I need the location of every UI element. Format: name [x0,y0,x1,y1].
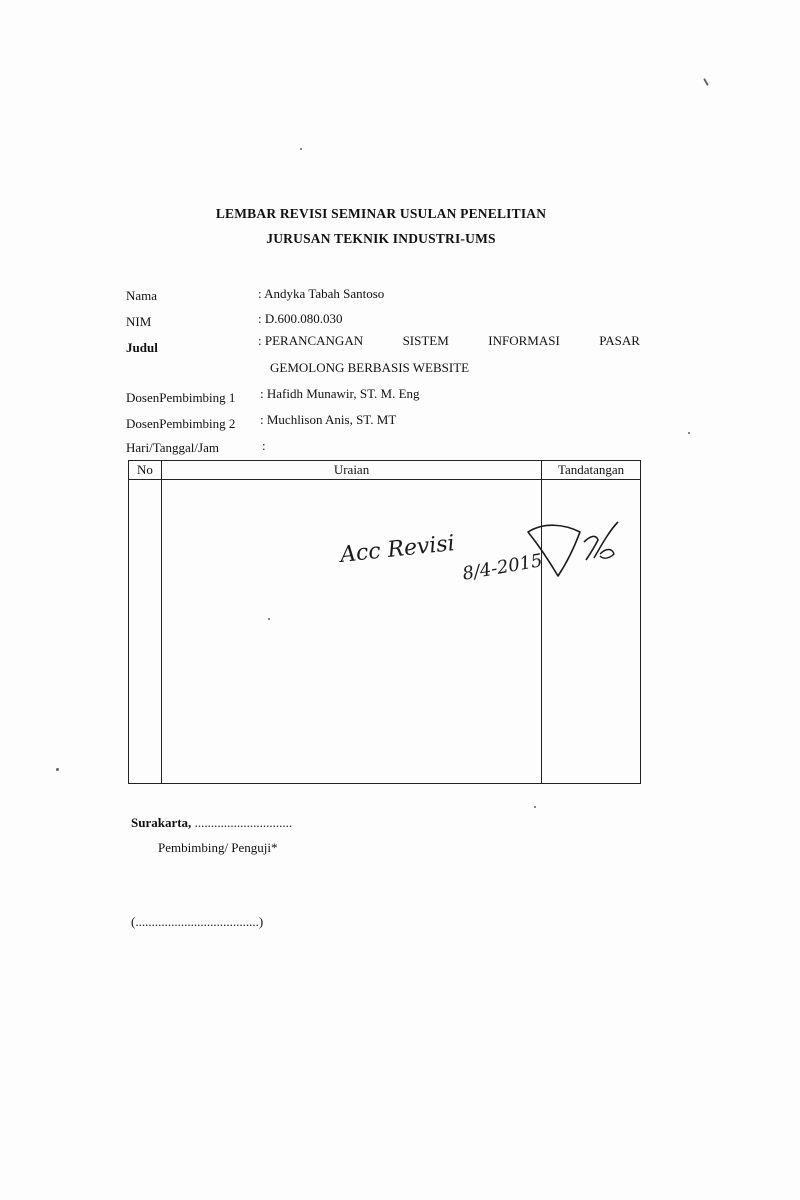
judul-word-1: : PERANCANGAN [258,333,364,348]
judul-word-3: INFORMASI [488,333,560,348]
footer-role: Pembimbing/ Penguji* [158,840,278,855]
scan-speck [534,806,536,808]
scan-speck [56,768,59,771]
nim-label: NIM [126,314,152,329]
dosen1-value: : Hafidh Munawir, ST. M. Eng [260,386,420,401]
signature-mark [524,518,634,582]
scan-speck [688,432,690,434]
nim-value: : D.600.080.030 [258,311,343,326]
nama-label: Nama [126,288,158,303]
cell-no [129,480,162,784]
header-tandatangan: Tandatangan [542,461,641,480]
header-no: No [129,461,162,480]
judul-value-line1 [258,333,640,349]
header-uraian: Uraian [161,461,541,480]
hari-value: : [262,438,266,453]
judul-word-4: PASAR [599,333,640,348]
revision-table [128,460,641,784]
judul-word-2: SISTEM [402,333,449,348]
hari-label: Hari/Tanggal/Jam [126,440,219,455]
document-title-line2: JURUSAN TEKNIK INDUSTRI-UMS [266,231,496,246]
judul-value-line2: GEMOLONG BERBASIS WEBSITE [270,360,470,375]
cell-uraian [161,480,541,784]
dosen1-label: DosenPembimbing 1 [126,390,236,405]
dosen2-value: : Muchlison Anis, ST. MT [260,412,397,427]
scan-speck [703,78,709,86]
footer-date-dots: .............................. [191,815,293,830]
footer-signature-line: (......................................) [131,914,264,929]
judul-label: Judul [126,340,158,355]
handwritten-date: 8/4-2015 [460,550,545,585]
table-header-row [129,461,641,480]
footer-city [131,815,292,831]
document-title-line1: LEMBAR REVISI SEMINAR USULAN PENELITIAN [215,206,547,221]
dosen2-label: DosenPembimbing 2 [126,416,236,431]
handwritten-note: Acc Revisi [339,531,456,568]
scan-speck [300,148,302,150]
scan-speck [268,618,270,620]
nama-value: : Andyka Tabah Santoso [258,286,385,301]
footer-city-name: Surakarta, [131,815,192,830]
